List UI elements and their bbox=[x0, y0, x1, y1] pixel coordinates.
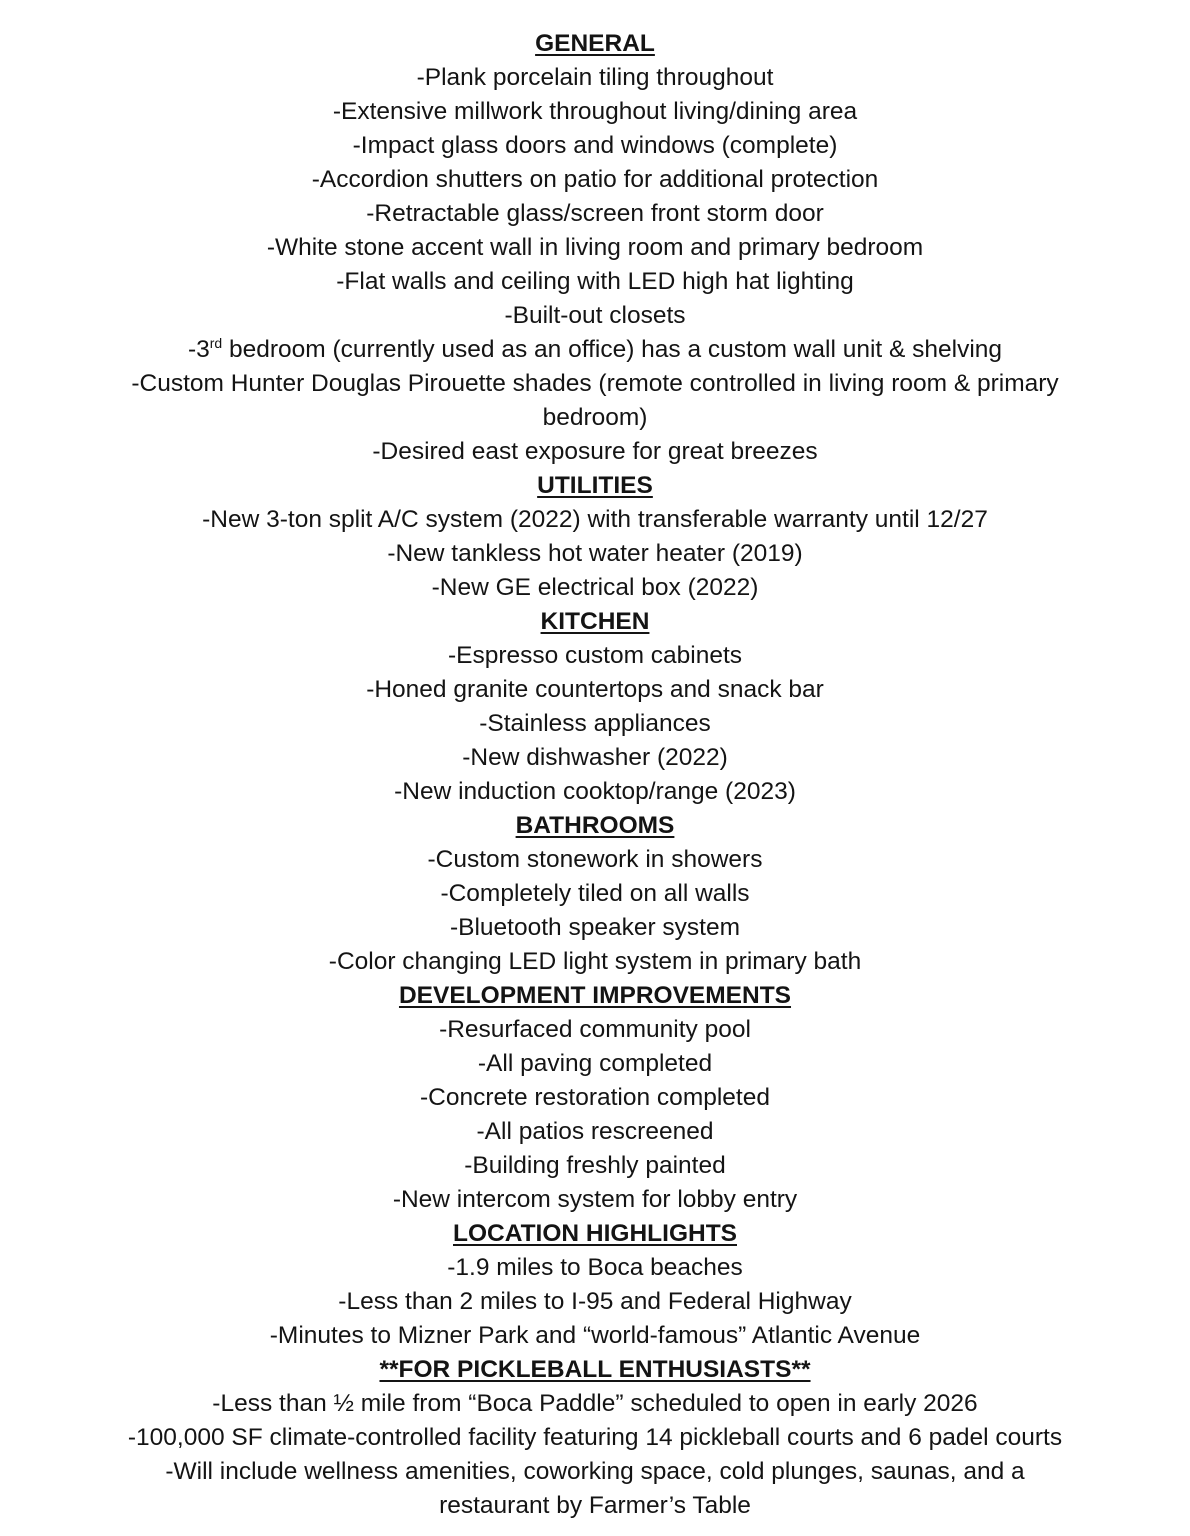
pickleball-item: -100,000 SF climate-controlled facility featuring 14 pickleball courts and 6 padel courts bbox=[127, 1424, 1063, 1451]
heading-pickleball: **FOR PICKLEBALL ENTHUSIASTS** bbox=[379, 1356, 811, 1383]
development-item: -Building freshly painted bbox=[464, 1152, 726, 1179]
third-bedroom-text: bedroom (currently used as an office) has a custom wall unit & shelving bbox=[222, 336, 1003, 363]
general-item: -Extensive millwork throughout living/dining area bbox=[332, 98, 858, 125]
utilities-item: -New tankless hot water heater (2019) bbox=[387, 540, 803, 567]
general-item-shades: -Custom Hunter Douglas Pirouette shades (remote controlled in living room & primary bbox=[131, 370, 1059, 397]
heading-bathrooms: BATHROOMS bbox=[515, 812, 675, 839]
general-item: -Impact glass doors and windows (complete) bbox=[352, 132, 838, 159]
section-pickleball bbox=[0, 1353, 1190, 1523]
heading-kitchen: KITCHEN bbox=[540, 608, 650, 635]
development-item: -Resurfaced community pool bbox=[439, 1016, 751, 1043]
general-item: -Flat walls and ceiling with LED high hat lighting bbox=[336, 268, 854, 295]
section-general bbox=[0, 27, 1190, 469]
utilities-item: -New GE electrical box (2022) bbox=[431, 574, 759, 601]
location-item: -1.9 miles to Boca beaches bbox=[447, 1254, 743, 1281]
general-item-third-bedroom bbox=[0, 333, 1190, 367]
general-item: -Retractable glass/screen front storm door bbox=[366, 200, 824, 227]
general-item-exposure: -Desired east exposure for great breezes bbox=[372, 438, 818, 465]
bathrooms-item: -Custom stonework in showers bbox=[427, 846, 763, 873]
general-item: -Accordion shutters on patio for additional protection bbox=[311, 166, 879, 193]
section-location bbox=[0, 1217, 1190, 1353]
utilities-item: -New 3-ton split A/C system (2022) with transferable warranty until 12/27 bbox=[202, 506, 988, 533]
section-utilities bbox=[0, 469, 1190, 605]
kitchen-item: -Stainless appliances bbox=[479, 710, 711, 737]
location-item: -Minutes to Mizner Park and “world-famous” Atlantic Avenue bbox=[269, 1322, 921, 1349]
pickleball-item: -Less than ½ mile from “Boca Paddle” scheduled to open in early 2026 bbox=[212, 1390, 978, 1417]
pickleball-item: restaurant by Farmer’s Table bbox=[439, 1492, 751, 1519]
kitchen-item: -Honed granite countertops and snack bar bbox=[366, 676, 824, 703]
development-item: -All patios rescreened bbox=[476, 1118, 714, 1145]
location-item: -Less than 2 miles to I-95 and Federal Highway bbox=[338, 1288, 852, 1315]
section-kitchen bbox=[0, 605, 1190, 809]
kitchen-item: -New dishwasher (2022) bbox=[462, 744, 728, 771]
heading-location: LOCATION HIGHLIGHTS bbox=[453, 1220, 737, 1247]
heading-general: GENERAL bbox=[535, 30, 655, 57]
bathrooms-item: -Color changing LED light system in primary bath bbox=[328, 948, 862, 975]
development-item: -Concrete restoration completed bbox=[420, 1084, 770, 1111]
general-item: -White stone accent wall in living room and primary bedroom bbox=[266, 234, 924, 261]
kitchen-item: -Espresso custom cabinets bbox=[447, 642, 743, 669]
pickleball-item: -Will include wellness amenities, coworking space, cold plunges, saunas, and a bbox=[165, 1458, 1025, 1485]
third-bedroom-prefix: -3 bbox=[187, 336, 210, 363]
section-bathrooms bbox=[0, 809, 1190, 979]
heading-utilities: UTILITIES bbox=[537, 472, 653, 499]
general-item: -Plank porcelain tiling throughout bbox=[416, 64, 774, 91]
bathrooms-item: -Bluetooth speaker system bbox=[449, 914, 741, 941]
development-item: -New intercom system for lobby entry bbox=[392, 1186, 798, 1213]
kitchen-item: -New induction cooktop/range (2023) bbox=[394, 778, 796, 805]
heading-development: DEVELOPMENT IMPROVEMENTS bbox=[398, 982, 792, 1009]
general-item: -Built-out closets bbox=[504, 302, 686, 329]
bathrooms-item: -Completely tiled on all walls bbox=[440, 880, 750, 907]
general-item-shades-cont: bedroom) bbox=[542, 404, 648, 431]
section-development bbox=[0, 979, 1190, 1217]
development-item: -All paving completed bbox=[477, 1050, 713, 1077]
third-bedroom-ordinal: rd bbox=[209, 335, 223, 351]
